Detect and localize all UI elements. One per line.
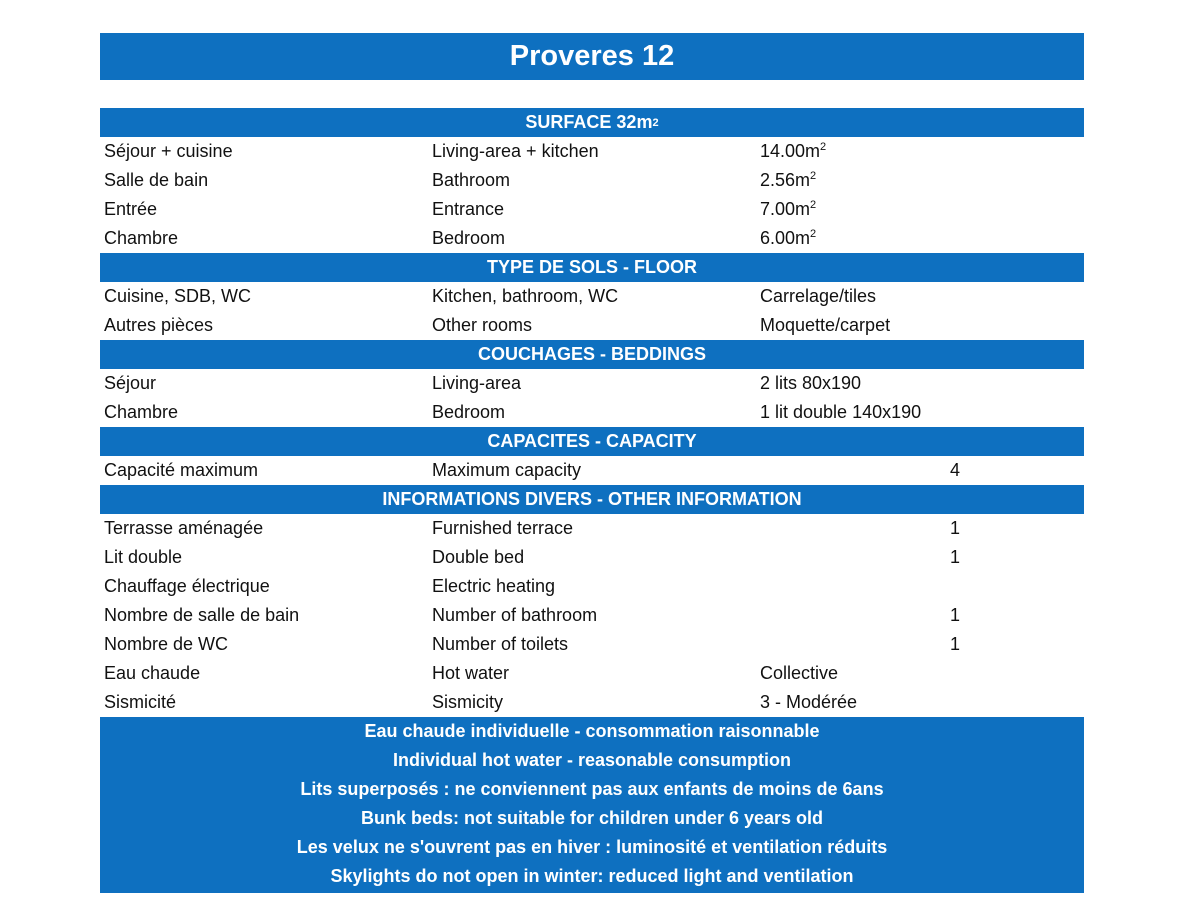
table-row [100,311,1084,340]
row-label-en: Hot water [432,663,510,683]
row-label-en: Double bed [432,547,525,567]
table-row [100,514,1084,543]
row-count: 4 [949,460,960,480]
row-value: $7.00m^2$ [760,199,817,219]
table-row [100,601,1084,630]
footer-notes [100,717,1084,893]
row-value: Carrelage/tiles [760,286,877,306]
row-label-en: Bedroom [432,228,506,248]
table-row [100,572,1084,601]
row-label-fr: Lit double [104,547,183,567]
row-value: 1 lit double 140x190 [760,402,922,422]
row-label-fr: Nombre de WC [104,634,229,654]
table-row [100,630,1084,659]
row-value: Moquette/carpet [760,315,891,335]
row-value: 3 - Modérée [760,692,858,712]
table-row [100,137,1084,166]
row-count: 1 [949,634,960,654]
row-label-en: Number of toilets [432,634,569,654]
row-label-en: Number of bathroom [432,605,598,625]
row-label-fr: Chambre [104,228,179,248]
section-header-surface: SURFACE 32m 2 [100,108,1084,137]
section-header-floor: TYPE DE SOLS - FLOOR [100,253,1084,282]
footer-note: Bunk beds: not suitable for children under 6 years old [360,808,824,828]
row-value: Collective [760,663,839,683]
row-value: 2 lits 80x190 [760,373,862,393]
row-label-en: Other rooms [432,315,533,335]
row-value: $2.56m^2$ [760,170,817,190]
table-row [100,659,1084,688]
row-label-fr: Chambre [104,402,179,422]
row-label-en: Bathroom [432,170,511,190]
table-row [100,398,1084,427]
footer-note: Eau chaude individuelle - consommation raisonnable [364,721,820,741]
section-header-other-information: INFORMATIONS DIVERS - OTHER INFORMATION [100,485,1084,514]
footer-note: Individual hot water - reasonable consumption [392,750,792,770]
row-label-fr: Cuisine, SDB, WC [104,286,252,306]
row-label-en: Living-area [432,373,522,393]
row-label-fr: Séjour + cuisine [104,141,233,161]
row-value: $6.00m^2$ [760,228,817,248]
property-sheet [100,108,1084,893]
row-label-fr: Sismicité [104,692,177,712]
row-count: 1 [949,518,960,538]
row-count: 1 [949,605,960,625]
section-header-beddings: COUCHAGES - BEDDINGS [100,340,1084,369]
footer-note: Lits superposés : ne conviennent pas aux enfants de moins de 6ans [300,779,884,799]
row-label-en: Living-area + kitchen [432,141,599,161]
page-title: Proveres 12 [100,33,1084,80]
row-label-fr: Autres pièces [104,315,214,335]
row-value: $14.00m^2$ [760,141,827,161]
row-label-en: Bedroom [432,402,506,422]
row-label-fr: Séjour [104,373,157,393]
row-label-fr: Capacité maximum [104,460,259,480]
row-label-fr: Salle de bain [104,170,209,190]
row-label-fr: Terrasse aménagée [104,518,264,538]
table-row [100,688,1084,717]
row-label-en: Entrance [432,199,505,219]
section-header-capacity: CAPACITES - CAPACITY [100,427,1084,456]
row-label-fr: Chauffage électrique [104,576,270,596]
row-label-en: Furnished terrace [432,518,574,538]
footer-note: Skylights do not open in winter: reduced light and ventilation [330,866,854,886]
table-row [100,166,1084,195]
row-label-en: Maximum capacity [432,460,582,480]
footer-note: Les velux ne s'ouvrent pas en hiver : luminosité et ventilation réduits [296,837,888,857]
table-row [100,282,1084,311]
table-row [100,369,1084,398]
row-label-fr: Entrée [104,199,158,219]
row-label-fr: Nombre de salle de bain [104,605,300,625]
row-label-en: Kitchen, bathroom, WC [432,286,619,306]
row-label-en: Sismicity [432,692,503,712]
table-row [100,456,1084,485]
row-count: 1 [949,547,960,567]
row-label-fr: Eau chaude [104,663,201,683]
row-label-en: Electric heating [432,576,556,596]
table-row [100,224,1084,253]
table-row [100,195,1084,224]
table-row [100,543,1084,572]
